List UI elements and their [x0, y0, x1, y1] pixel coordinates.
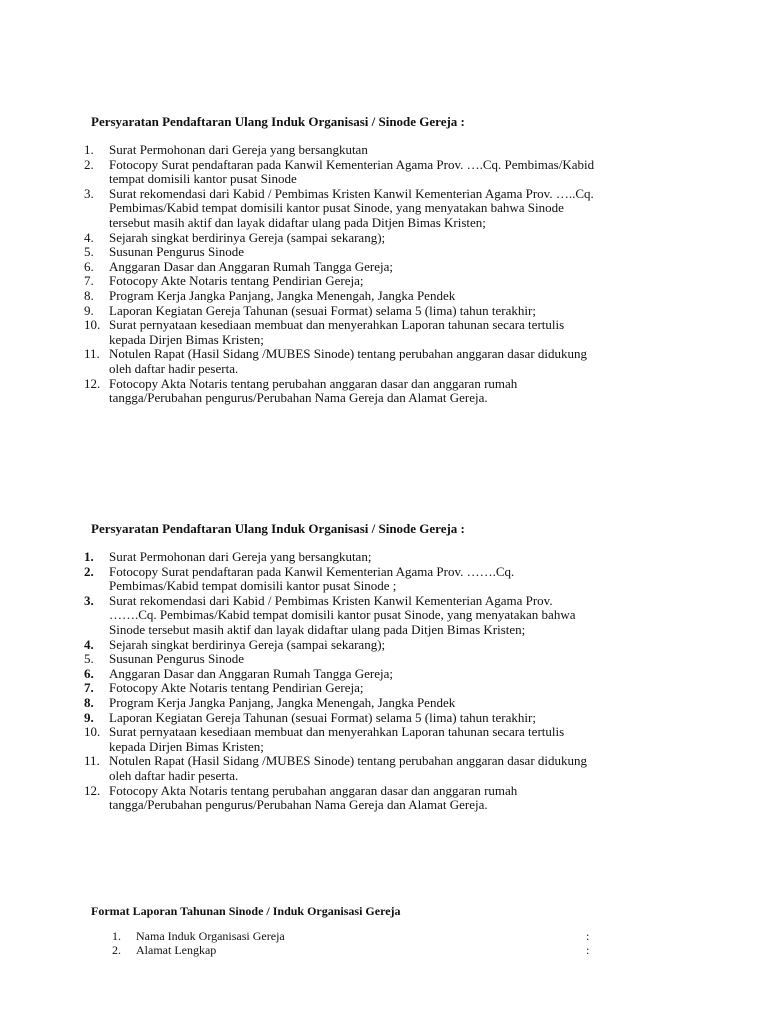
- list-item: [84, 711, 684, 726]
- item-text: Susunan Pengurus Sinode: [109, 651, 245, 667]
- item-number: 1.: [84, 142, 94, 157]
- list-item: [84, 667, 684, 682]
- list-item: [84, 696, 684, 711]
- item-number: 2.: [84, 156, 94, 172]
- list-item: [84, 754, 684, 783]
- list-item: [84, 377, 684, 406]
- item-text: Program Kerja Jangka Panjang, Jangka Menengah, Jangka Pendek: [109, 287, 456, 303]
- item-number: 9.: [84, 709, 94, 725]
- item-text: Anggaran Dasar dan Anggaran Rumah Tangga Gereja;: [109, 258, 394, 274]
- item-number: 8.: [84, 694, 94, 710]
- list-item: [84, 347, 684, 376]
- item-text: Fotocopy Surat pendaftaran pada Kanwil Kementerian Agama Prov. ….Cq. Pembimas/Kabid tempat domisili kantor pusat Sinode: [109, 156, 595, 187]
- item-text: Program Kerja Jangka Panjang, Jangka Menengah, Jangka Pendek: [109, 694, 456, 710]
- item-text: Surat pernyataan kesediaan membuat dan menyerahkan Laporan tahunan secara tertulis kepada Dirjen Bimas Kristen;: [109, 317, 565, 347]
- list-item: [84, 318, 684, 347]
- item-number: 10.: [84, 724, 101, 740]
- list-item: [84, 594, 684, 638]
- item-number: 5.: [84, 651, 94, 667]
- item-number: 6.: [84, 665, 94, 681]
- list-item: [84, 681, 684, 696]
- item-label: Alamat Lengkap: [136, 943, 217, 957]
- format-title: Format Laporan Tahunan Sinode / Induk Organisasi Gereja: [91, 904, 401, 918]
- item-label: Nama Induk Organisasi Gereja: [136, 929, 285, 943]
- item-colon: :: [586, 929, 590, 943]
- item-text: Notulen Rapat (Hasil Sidang /MUBES Sinode) tentang perubahan anggaran dasar didukung oleh daftar hadir peserta.: [109, 346, 588, 376]
- item-text: Fotocopy Akte Notaris tentang Pendirian Gereja;: [109, 680, 364, 696]
- item-text: Surat Permohonan dari Gereja yang bersangkutan;: [109, 549, 372, 564]
- list-item: [112, 943, 592, 957]
- item-number: 2.: [112, 943, 121, 957]
- list-item: [84, 638, 684, 653]
- item-text: Surat pernyataan kesediaan membuat dan menyerahkan Laporan tahunan secara tertulis kepada Dirjen Bimas Kristen;: [109, 724, 565, 754]
- item-number: 3.: [84, 592, 94, 608]
- item-text: Sejarah singkat berdirinya Gereja (sampai sekarang);: [109, 229, 386, 245]
- item-number: 1.: [84, 549, 94, 564]
- item-text: Surat rekomendasi dari Kabid / Pembimas Kristen Kanwil Kementerian Agama Prov. …….Cq. Pembimas/Kabid tempat domisili kantor pusat Sinode, yang menyatakan bahwa Sinode tersebut masih aktif dan layak didaftar ulang pada Ditjen Bimas Kristen;: [109, 592, 576, 637]
- item-number: 1.: [112, 929, 121, 943]
- list-item: [112, 929, 592, 943]
- list-item: [84, 565, 684, 594]
- item-number: 7.: [84, 273, 94, 289]
- item-number: 4.: [84, 636, 94, 652]
- item-colon: :: [586, 943, 590, 957]
- list-item: [84, 274, 684, 289]
- item-text: Anggaran Dasar dan Anggaran Rumah Tangga Gereja;: [109, 665, 394, 681]
- item-number: 10.: [84, 317, 101, 333]
- item-number: 4.: [84, 229, 94, 245]
- item-number: 7.: [84, 680, 94, 696]
- list-item: [84, 289, 684, 304]
- list-item: [84, 245, 684, 260]
- requirements-list: [84, 550, 684, 813]
- requirements-list: [84, 143, 684, 406]
- list-item: [84, 725, 684, 754]
- item-number: 12.: [84, 375, 101, 391]
- item-number: 3.: [84, 185, 94, 201]
- item-text: Fotocopy Akta Notaris tentang perubahan anggaran dasar dan anggaran rumah tangga/Perubahan pengurus/Perubahan Nama Gereja dan Alamat Gereja.: [109, 782, 518, 813]
- item-text: Notulen Rapat (Hasil Sidang /MUBES Sinode) tentang perubahan anggaran dasar didukung oleh daftar hadir peserta.: [109, 753, 588, 783]
- item-text: Fotocopy Akte Notaris tentang Pendirian Gereja;: [109, 273, 364, 289]
- section-title: Persyaratan Pendaftaran Ulang Induk Organisasi / Sinode Gereja :: [91, 521, 465, 536]
- item-number: 12.: [84, 782, 101, 798]
- list-item: [84, 187, 684, 231]
- item-text: Laporan Kegiatan Gereja Tahunan (sesuai Format) selama 5 (lima) tahun terakhir;: [109, 302, 536, 318]
- requirements-section-1: [84, 114, 684, 406]
- item-number: 9.: [84, 302, 94, 318]
- item-number: 5.: [84, 244, 94, 260]
- item-number: 6.: [84, 258, 94, 274]
- item-text: Fotocopy Surat pendaftaran pada Kanwil Kementerian Agama Prov. …….Cq. Pembimas/Kabid tempat domisili kantor pusat Sinode ;: [109, 563, 515, 594]
- list-item: [84, 158, 684, 187]
- item-text: Sejarah singkat berdirinya Gereja (sampai sekarang);: [109, 636, 386, 652]
- item-text: Susunan Pengurus Sinode: [109, 244, 245, 260]
- format-list: [112, 929, 592, 957]
- item-text: Laporan Kegiatan Gereja Tahunan (sesuai Format) selama 5 (lima) tahun terakhir;: [109, 709, 536, 725]
- item-number: 11.: [84, 753, 100, 769]
- requirements-section-2: [84, 521, 684, 813]
- item-text: Fotocopy Akta Notaris tentang perubahan anggaran dasar dan anggaran rumah tangga/Perubahan pengurus/Perubahan Nama Gereja dan Alamat Gereja.: [109, 375, 518, 406]
- list-item: [84, 550, 684, 565]
- section-title: Persyaratan Pendaftaran Ulang Induk Organisasi / Sinode Gereja :: [91, 114, 465, 129]
- item-number: 8.: [84, 287, 94, 303]
- item-text: Surat Permohonan dari Gereja yang bersangkutan: [109, 142, 368, 157]
- item-text: Surat rekomendasi dari Kabid / Pembimas Kristen Kanwil Kementerian Agama Prov. …..Cq. Pembimas/Kabid tempat domisili kantor pusat Sinode, yang menyatakan bahwa Sinode tersebut masih aktif dan layak didaftar ulang pada Ditjen Bimas Kristen;: [109, 185, 594, 230]
- list-item: [84, 652, 684, 667]
- list-item: [84, 143, 684, 158]
- list-item: [84, 231, 684, 246]
- list-item: [84, 260, 684, 275]
- item-number: 11.: [84, 346, 100, 362]
- item-number: 2.: [84, 563, 94, 579]
- list-item: [84, 784, 684, 813]
- list-item: [84, 304, 684, 319]
